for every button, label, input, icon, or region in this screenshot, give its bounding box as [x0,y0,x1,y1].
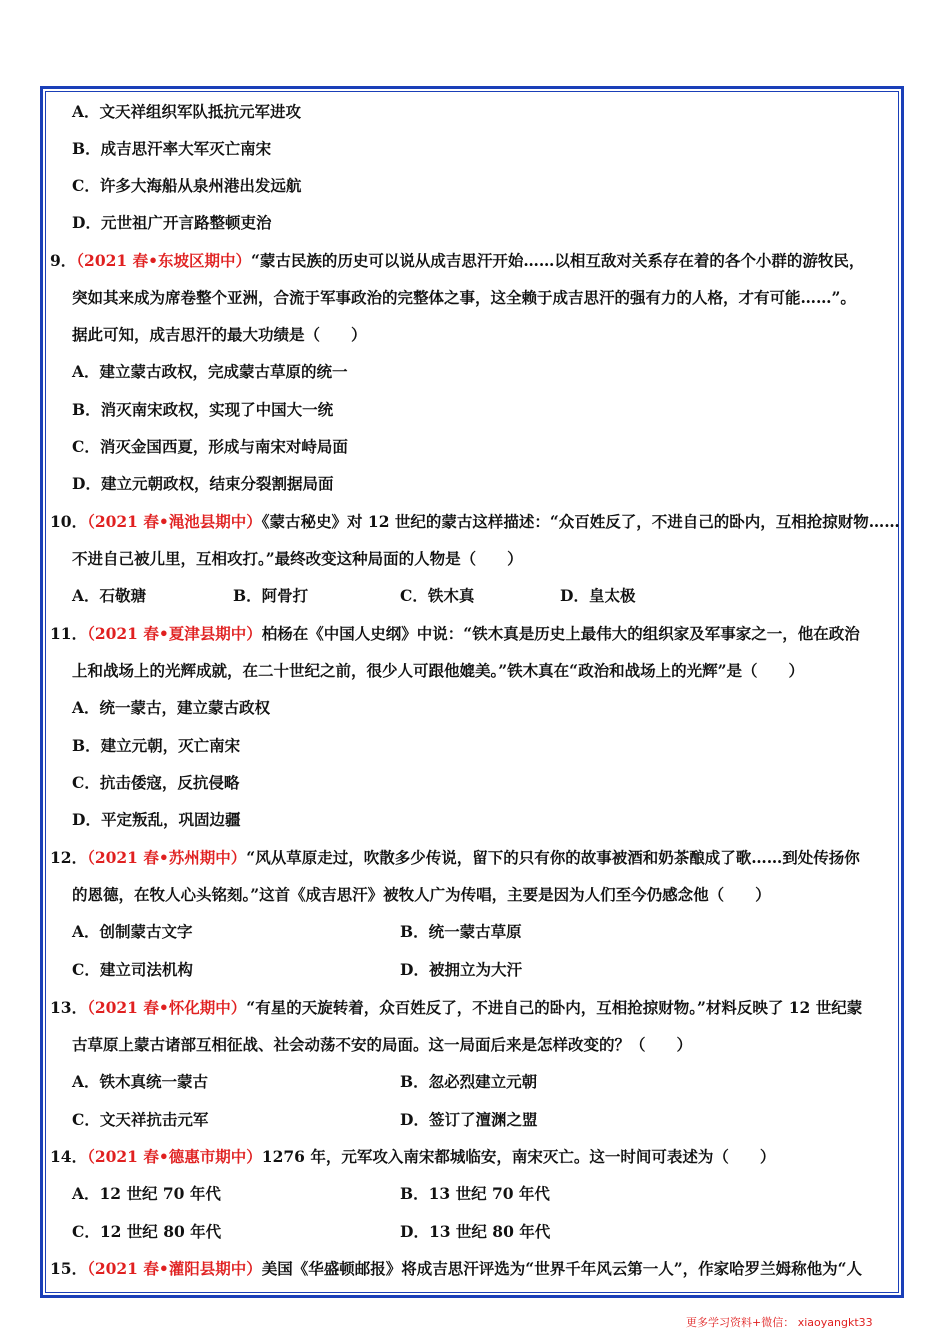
q15-source: （2021 春•灌阳县期中） [87,1259,262,1278]
q12-options-row2 [72,951,872,988]
q12-option-b: B．统一蒙古草原 [400,922,522,941]
q9-option-c: C．消灭金国西夏，形成与南宋对峙局面 [72,437,348,456]
q12-option-a: A．创制蒙古文字 [72,922,193,941]
q8-option-c: C．许多大海船从泉州港出发远航 [72,176,302,195]
q12-stem-line1 [50,839,860,876]
q9-source: （2021 春•东坡区期中） [76,251,251,270]
q13-text1: “有星的天旋转着，众百姓反了，不进自己的卧内，互相抢掠财物。”材料反映了 12 世纪蒙 [246,998,863,1017]
q8-option-a: A．文天祥组织军队抵抗元军进攻 [72,102,302,121]
q14-number: 14． [50,1147,88,1166]
q10-options [72,577,892,614]
q10-source: （2021 春•渑池县期中） [87,512,262,531]
q13-option-c: C．文天祥抗击元军 [72,1110,209,1129]
q14-option-c: C．12 世纪 80 年代 [72,1222,222,1241]
q8-option-d: D．元世祖广开言路整顿吏治 [72,213,272,232]
q9-stem-line1 [50,242,864,279]
q13-option-d: D．签订了澶渊之盟 [400,1110,538,1129]
q11-number: 11． [50,624,88,643]
q13-stem-line2: 古草原上蒙古诸部互相征战、社会动荡不安的局面。这一局面后来是怎样改变的？（ ） [72,1035,693,1054]
q12-option-d: D．被拥立为大汗 [400,960,522,979]
q11-source: （2021 春•夏津县期中） [87,624,262,643]
q12-text1: “风从草原走过，吹散多少传说，留下的只有你的故事被酒和奶茶酿成了歌……到处传扬你 [246,848,860,867]
q10-number: 10． [50,512,88,531]
q14-options-row1 [72,1175,872,1212]
q8-option-b: B．成吉思汗率大军灭亡南宋 [72,139,272,158]
q9-text1: “蒙古民族的历史可以说从成吉思汗开始……以相互敌对关系存在着的各个小群的游牧民， [251,251,865,270]
q11-stem-line2: 上和战场上的光辉成就，在二十世纪之前，很少人可跟他媲美。”铁木真在“政治和战场上的光辉”是（ ） [72,661,805,680]
q13-options-row2 [72,1101,872,1138]
q9-stem-line2: 突如其来成为席卷整个亚洲，合流于军事政治的完整体之事，这全赖于成吉思汗的强有力的人格，才有可能……”。 [72,288,856,307]
q14-option-d: D．13 世纪 80 年代 [400,1222,551,1241]
q13-option-b: B．忽必烈建立元朝 [400,1072,538,1091]
footer-watermark: 更多学习资料+微信： xiaoyangkt33 [686,1316,873,1329]
q10-option-d: D．皇太极 [560,586,636,605]
q12-source: （2021 春•苏州期中） [87,848,247,867]
q11-stem-line1 [50,615,860,652]
q14-option-a: A．12 世纪 70 年代 [72,1184,221,1203]
q13-number: 13． [50,998,88,1017]
q12-number: 12． [50,848,88,867]
q13-source: （2021 春•怀化期中） [87,998,247,1017]
q10-text1: 《蒙古秘史》对 12 世纪的蒙古这样描述：“众百姓反了，不进自己的卧内，互相抢掠财物…… [261,512,900,531]
q11-option-d: D．平定叛乱，巩固边疆 [72,810,241,829]
q12-stem-line2: 的恩德，在牧人心头铭刻。”这首《成吉思汗》被牧人广为传唱，主要是因为人们至今仍感念他（ ） [72,885,771,904]
q9-option-b: B．消灭南宋政权，实现了中国大一统 [72,400,334,419]
q13-option-a: A．铁木真统一蒙古 [72,1072,209,1091]
q14-option-b: B．13 世纪 70 年代 [400,1184,550,1203]
q14-text1: 1276 年，元军攻入南宋都城临安，南宋灭亡。这一时间可表述为（ ） [261,1147,776,1166]
q10-stem-line1 [50,503,900,540]
q11-option-b: B．建立元朝，灭亡南宋 [72,736,241,755]
q11-option-a: A．统一蒙古，建立蒙古政权 [72,698,271,717]
q10-option-b: B．阿骨打 [233,586,309,605]
q10-option-c: C．铁木真 [400,586,475,605]
q13-options-row1 [72,1063,872,1100]
q12-options-row1 [72,913,872,950]
q12-option-c: C．建立司法机构 [72,960,193,979]
q14-source: （2021 春•德惠市期中） [87,1147,262,1166]
q15-text1: 美国《华盛顿邮报》将成吉思汗评选为“世界千年风云第一人”，作家哈罗兰姆称他为“人 [261,1259,863,1278]
q9-option-d: D．建立元朝政权，结束分裂割据局面 [72,474,334,493]
q15-stem-line1 [50,1250,862,1287]
q11-option-c: C．抗击倭寇，反抗侵略 [72,773,240,792]
q9-option-a: A．建立蒙古政权，完成蒙古草原的统一 [72,362,348,381]
q11-text1: 柏杨在《中国人史纲》中说：“铁木真是历史上最伟大的组织家及军事家之一，他在政治 [261,624,860,643]
q14-options-row2 [72,1213,872,1250]
q10-option-a: A．石敬瑭 [72,586,147,605]
q13-stem-line1 [50,989,862,1026]
q10-stem-line2: 不进自己被儿里，互相攻打。”最终改变这种局面的人物是（ ） [72,549,523,568]
q9-number: 9． [50,251,77,270]
q9-stem-line3: 据此可知，成吉思汗的最大功绩是（ ） [72,325,367,344]
q15-number: 15． [50,1259,88,1278]
q14-stem-line1 [50,1138,775,1175]
